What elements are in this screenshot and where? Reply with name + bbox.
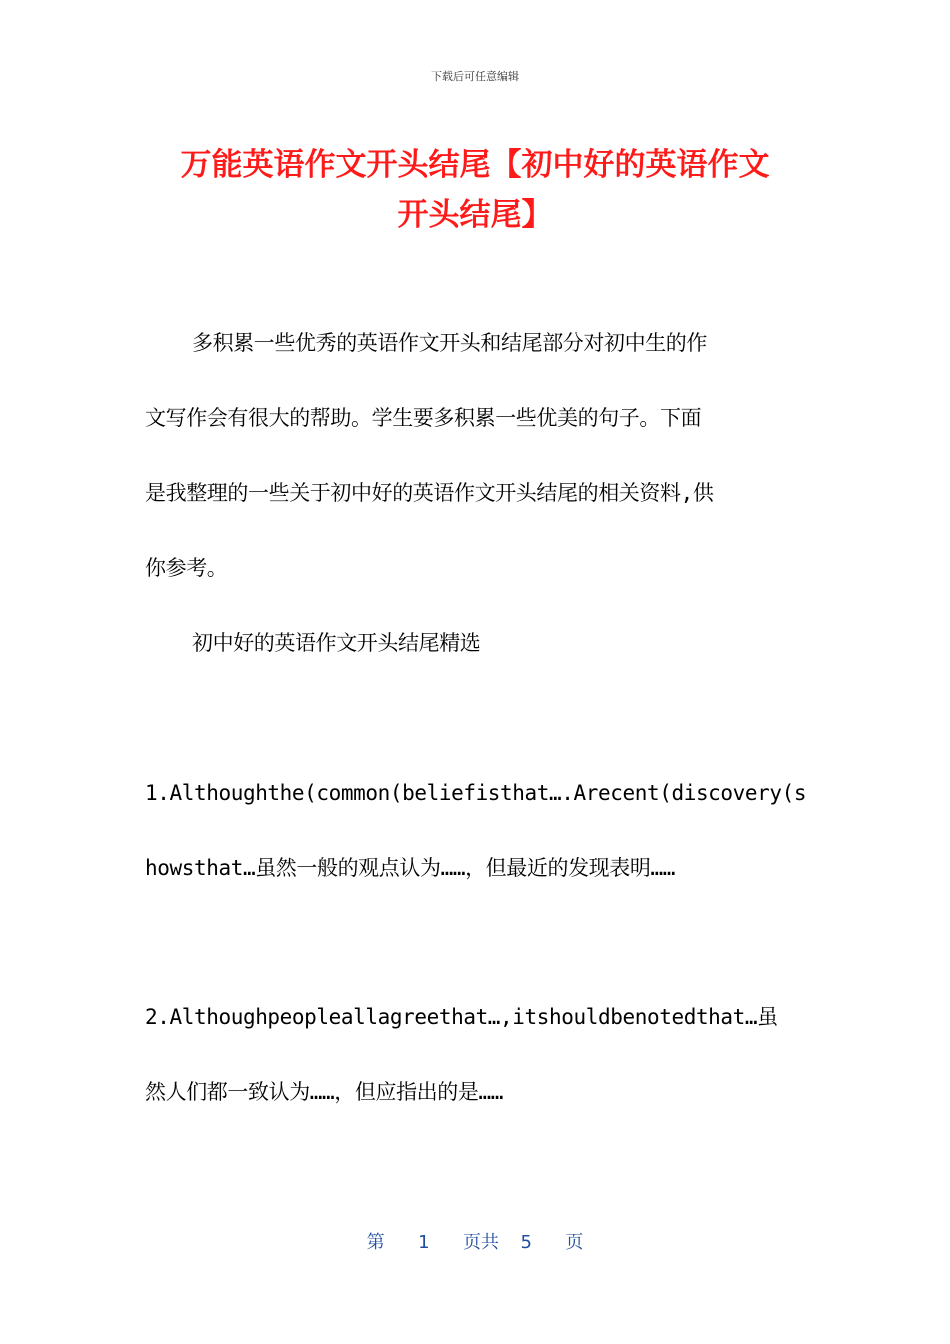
page-footer <box>0 1228 950 1254</box>
footer-page-mid: 页共 <box>463 1232 499 1253</box>
title-line-1: 万能英语作文开头结尾【初中好的英语作文 <box>180 147 770 183</box>
title-line-2: 开头结尾】 <box>397 197 553 233</box>
intro-line-3: 是我整理的一些关于初中好的英语作文开头结尾的相关资料,供 <box>145 481 714 505</box>
footer-page-prefix: 第 <box>366 1232 385 1253</box>
footer-page-suffix: 页 <box>565 1232 584 1253</box>
intro-line-1: 多积累一些优秀的英语作文开头和结尾部分对初中生的作 <box>192 331 707 355</box>
intro-line-4: 你参考。 <box>145 556 228 580</box>
item-2-line-2: 然人们都一致认为……，但应指出的是…… <box>145 1080 503 1104</box>
intro-line-2: 文写作会有很大的帮助。学生要多积累一些优美的句子。下面 <box>145 406 702 430</box>
document-title <box>140 140 810 240</box>
item-1-line-2: howsthat…虽然一般的观点认为……，但最近的发现表明…… <box>145 856 675 880</box>
item-2-line-1: 2.Althoughpeopleallagreethat…,itshouldbenotedthat…虽 <box>145 1005 778 1029</box>
section-heading: 初中好的英语作文开头结尾精选 <box>192 631 481 655</box>
item-1-line-1: 1.Althoughthe(common(beliefisthat….Arecent(discovery(s <box>145 781 807 805</box>
footer-total-pages: 5 <box>520 1232 532 1253</box>
header-note: 下载后可任意编辑 <box>431 70 519 83</box>
footer-current-page: 1 <box>418 1232 430 1253</box>
